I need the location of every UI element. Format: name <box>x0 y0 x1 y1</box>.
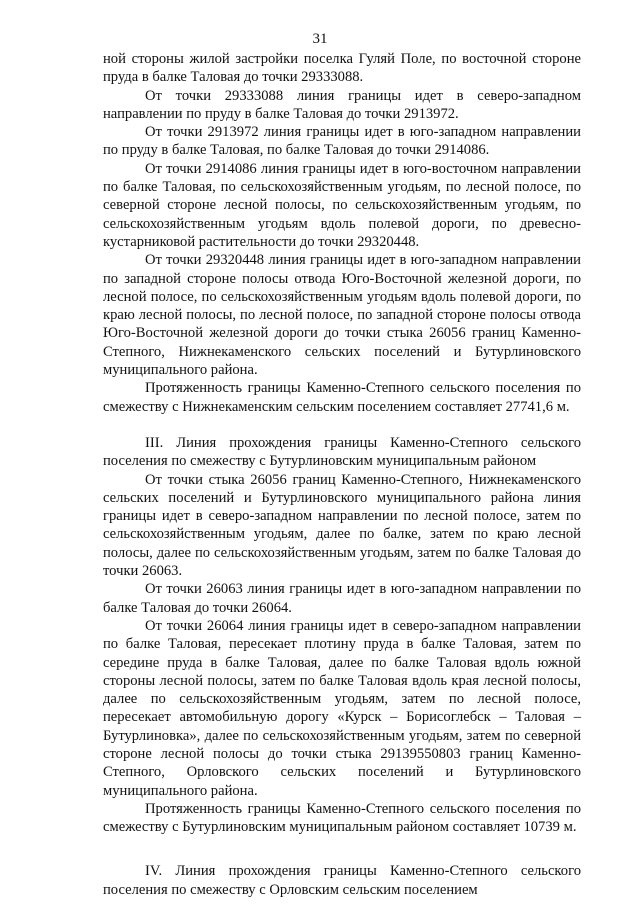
section-heading-iii: III. Линия прохождения границы Каменно-Степного сельского поселения по смежеству с Бутурлиновским муниципальным районом <box>103 434 581 470</box>
paragraph-point-2914086: От точки 2914086 линия границы идет в юго-восточном направлении по балке Таловая, по сельскохозяйственным угодьям, по лесной полосе, по северной стороне лесной полосы, по сельскохозяйственным угодьям, по сельскохозяйственным угодьям вдоль полевой дороги, по древесно-кустарниковой растительности до точки 29320448. <box>103 160 581 250</box>
page-number: 31 <box>312 31 328 47</box>
paragraph-length-nizhnekamenskoe: Протяженность границы Каменно-Степного сельского поселения по смежеству с Нижнекаменским сельским поселением составляет 27741,6 м. <box>103 380 581 415</box>
paragraph-point-29320448: От точки 29320448 линия границы идет в юго-западном направлении по западной стороне полосы отвода Юго-Восточной железной дороги, по лесной полосе, по сельскохозяйственным угодьям вдоль полевой дороги, по краю лесной полосы, по лесной полосе, по западной стороне полосы отвода Юго-Восточной железной дороги до точки стыка 26056 границ Каменно-Степного, Нижнекаменского сельских поселений и Бутурлиновского муниципального района. <box>103 252 581 379</box>
paragraph-length-buturlinovsky: Протяженность границы Каменно-Степного сельского поселения по смежеству с Бутурлиновским муниципальным районом составляет 10739 м. <box>103 800 581 836</box>
paragraph-point-26056: От точки стыка 26056 границ Каменно-Степного, Нижнекаменского сельских поселений и Бутурлиновского муниципального района линия границы идет в северо-западном направлении по лесной полосе, затем по сельскохозяйственным угодьям, далее по балке, затем по краю лесной полосы, далее по сельскохозяйственным угодьям, затем по балке Таловая до точки 26063. <box>103 471 581 580</box>
section-heading-iv: IV. Линия прохождения границы Каменно-Степного сельского поселения по смежеству с Орловским сельским поселением <box>103 863 581 898</box>
paragraph-point-29333088: От точки 29333088 линия границы идет в северо-западном направлении по пруду в балке Таловая до точки 2913972. <box>103 87 581 122</box>
document-body <box>103 50 581 899</box>
paragraph-continuation: ной стороны жилой застройки поселка Гуляй Поле, по восточной стороне пруда в балке Таловая до точки 29333088. <box>103 51 581 86</box>
paragraph-point-26063: От точки 26063 линия границы идет в юго-западном направлении по балке Таловая до точки 26064. <box>103 581 581 616</box>
paragraph-point-2913972: От точки 2913972 линия границы идет в юго-западном направлении по пруду в балке Таловая, по балке Таловая до точки 2914086. <box>103 124 581 159</box>
paragraph-point-26064: От точки 26064 линия границы идет в северо-западном направлении по балке Таловая, пересекает плотину пруда в балке Таловая, затем по середине пруда в балке Таловая, далее по балке Таловая вдоль южной стороны лесной полосы, затем по балке Таловая вдоль края лесной полосы, далее по сельскохозяйственным угодьям, затем по лесной полосе, пересекает автомобильную дорогу «Курск – Борисоглебск – Таловая – Бутурлиновка», далее по сельскохозяйственным угодьям, затем по северной стороне лесной полосы до точки стыка 29139550803 границ Каменно-Степного, Орловского сельских поселений и Бутурлиновского муниципального района. <box>103 617 581 799</box>
